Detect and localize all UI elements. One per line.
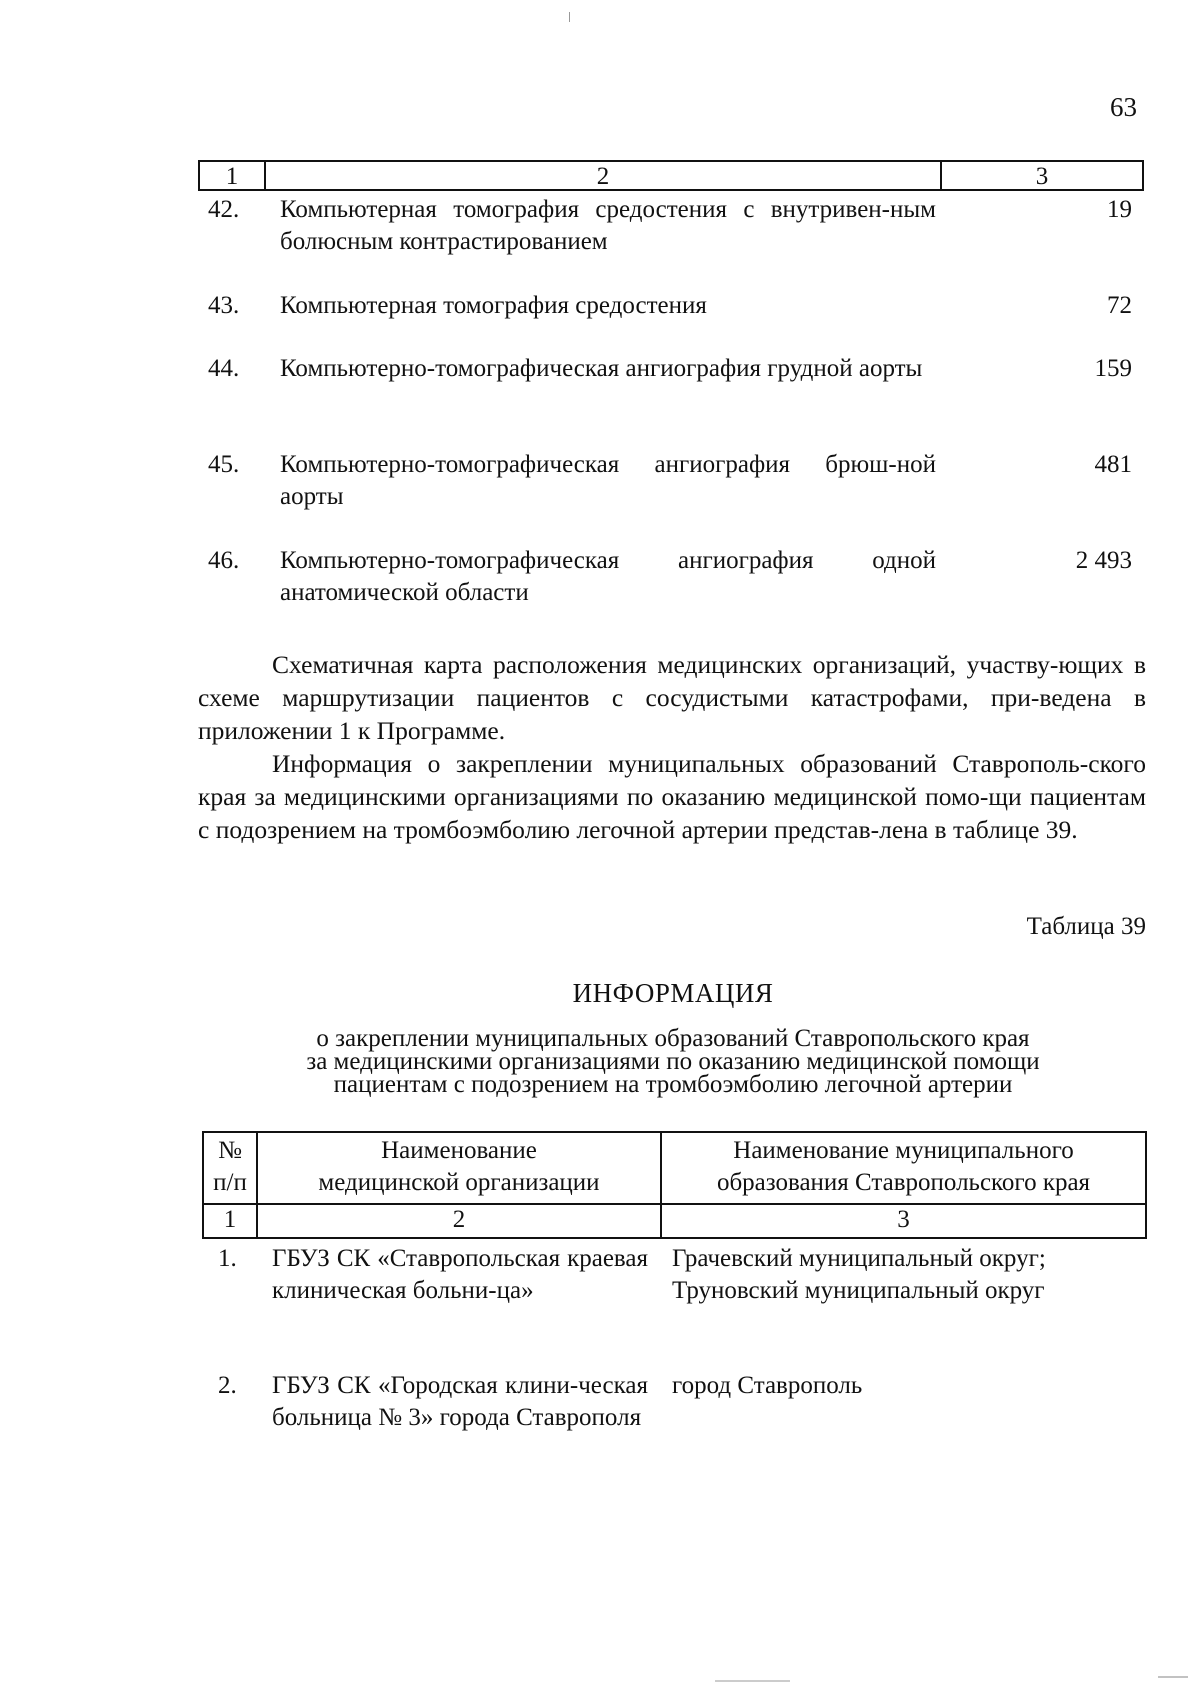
- municipality-line: Труновский муниципальный округ: [672, 1277, 1045, 1304]
- medical-organization: ГБУЗ СК «Городская клини-ческая больница № 3» города Ставрополя: [272, 1372, 648, 1431]
- header-text: медицинской организации: [318, 1169, 600, 1196]
- scan-artifact: [1158, 1676, 1188, 1678]
- study-name: Компьютерно-томографическая ангиография одной анатомической области: [280, 547, 936, 606]
- row-number: 44.: [208, 355, 240, 382]
- paragraph-table-reference: Информация о закреплении муниципальных образований Ставрополь-ского края за медицинскими организациями по оказанию медицинской помо-щи пациентам с подозрением на тромбоэмболию легочной артерии представ-лена в таблице 39.: [198, 749, 1146, 844]
- row-number: 2.: [218, 1372, 237, 1399]
- table-label: Таблица 39: [1026, 913, 1146, 940]
- header-text: Наименование муниципального: [733, 1137, 1074, 1164]
- subtitle-line: о закреплении муниципальных образований Ставропольского края: [316, 1025, 1030, 1052]
- header-text: №: [218, 1137, 242, 1164]
- table2-header-number: 2: [258, 1205, 662, 1237]
- table2-header: [202, 1131, 1147, 1239]
- scan-artifact: [569, 12, 570, 22]
- table2-header-col1: [204, 1133, 258, 1203]
- study-count: 19: [1107, 196, 1132, 223]
- row-number: 43.: [208, 292, 240, 319]
- table2-header-number: 3: [897, 1206, 910, 1233]
- medical-organization: ГБУЗ СК «Ставропольская краевая клиническая больни-ца»: [272, 1245, 648, 1304]
- row-number: 45.: [208, 451, 240, 478]
- subtitle-line: пациентам с подозрением на тромбоэмболию легочной артерии: [333, 1071, 1013, 1098]
- table2-header-col3: [662, 1133, 1145, 1203]
- header-text: образования Ставропольского края: [716, 1169, 1091, 1196]
- paragraph-map-reference: Схематичная карта расположения медицинских организаций, участву-ющих в схеме маршрутизации пациентов с сосудистыми катастрофами, при-ведена в приложении 1 к Программе.: [198, 650, 1146, 745]
- study-count: 72: [1107, 292, 1132, 319]
- table2-header-number: 1: [204, 1205, 258, 1237]
- municipality-line: город Ставрополь: [672, 1372, 863, 1399]
- table1-header-col3: 3: [1035, 163, 1049, 190]
- municipality: [672, 1243, 1142, 1307]
- page-number: 63: [1110, 92, 1137, 122]
- row-number: 42.: [208, 196, 240, 223]
- study-count: 481: [1094, 451, 1132, 478]
- table1-header: [198, 160, 1144, 191]
- study-name: Компьютерно-томографическая ангиография грудной аорты: [280, 355, 923, 382]
- municipality-line: Грачевский муниципальный округ;: [672, 1245, 1046, 1272]
- scan-artifact: [715, 1680, 790, 1682]
- study-count: 2 493: [1075, 547, 1132, 574]
- study-name: Компьютерная томография средостения с внутривен-ным болюсным контрастированием: [280, 196, 936, 255]
- table-subtitle: [200, 1027, 1146, 1096]
- row-number: 1.: [218, 1245, 237, 1272]
- study-name: Компьютерно-томографическая ангиография брюш-ной аорты: [280, 451, 936, 510]
- header-text: п/п: [213, 1169, 247, 1196]
- study-count: 159: [1094, 355, 1132, 382]
- row-number: 46.: [208, 547, 240, 574]
- header-text: Наименование: [381, 1137, 537, 1164]
- study-name: Компьютерная томография средостения: [280, 292, 707, 319]
- table2-header-col2: [258, 1133, 662, 1203]
- table1-header-col1: 1: [200, 162, 266, 189]
- municipality: [672, 1370, 1142, 1402]
- table-title: ИНФОРМАЦИЯ: [572, 978, 774, 1008]
- subtitle-line: за медицинскими организациями по оказанию медицинской помощи: [306, 1048, 1040, 1075]
- table1-header-col2: 2: [266, 162, 942, 189]
